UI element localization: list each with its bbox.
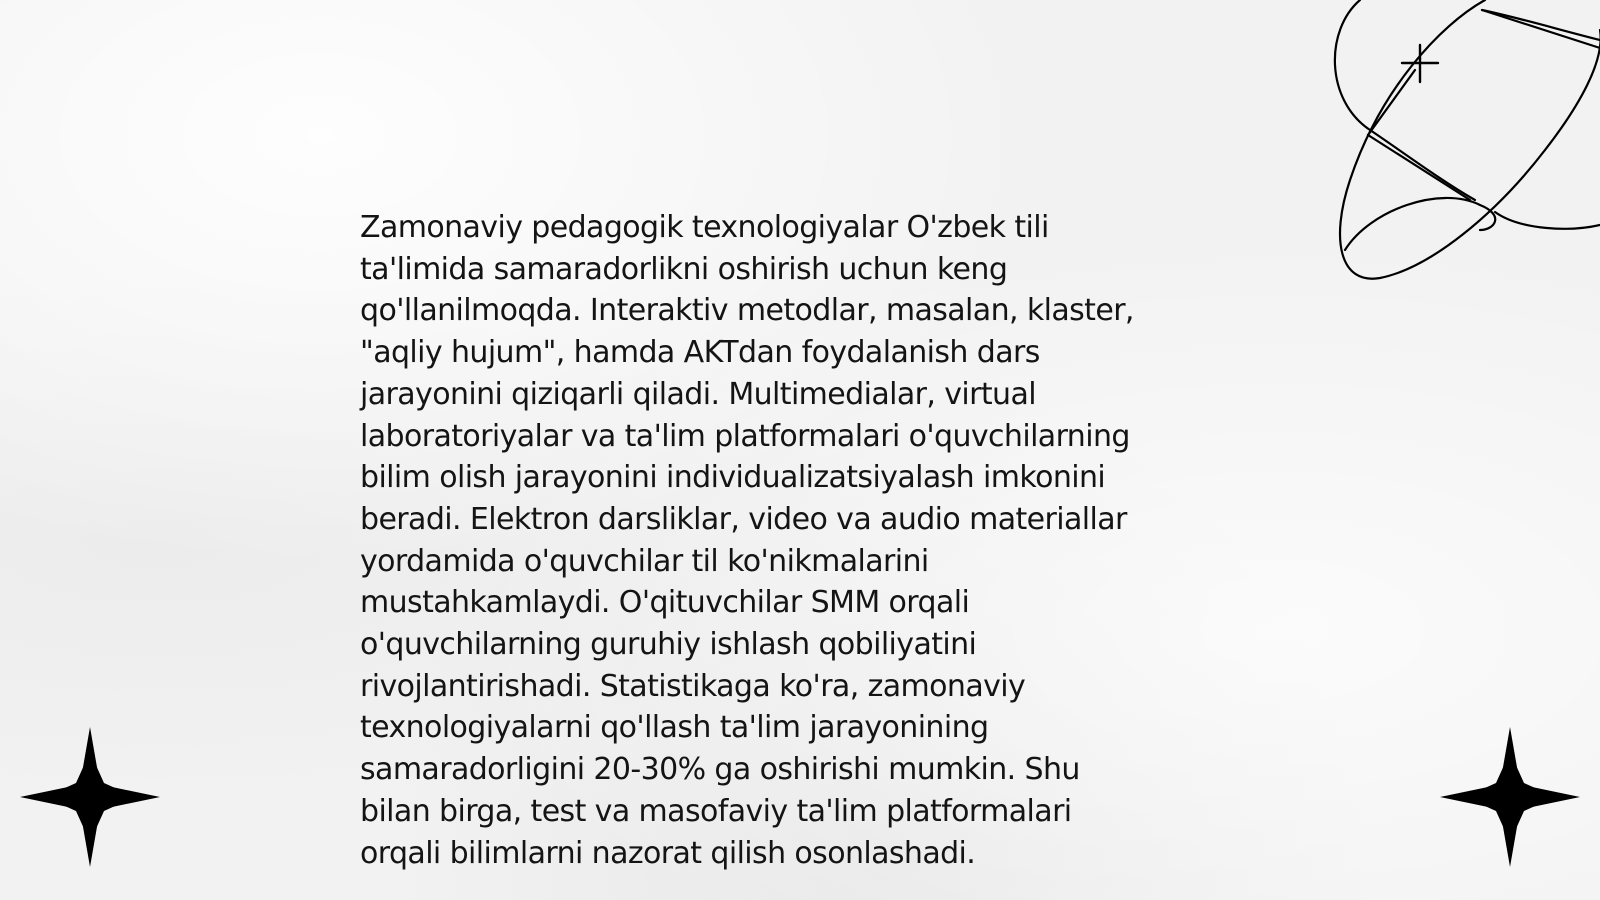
body-paragraph: Zamonaviy pedagogik texnologiyalar O'zbek tili ta'limida samaradorlikni oshirish uchun keng qo'llanilmoqda. Interaktiv metodlar, masalan, klaster, "aqliy hujum", hamda AKTdan foydalanish dars jarayonini qiziqarli qiladi. Multimedialar, virtual laboratoriyalar va ta'lim platformalari o'quvchilarning bilim olish jarayonini individualizatsiyalash imkonini beradi. Elektron darsliklar, video va audio materiallar yordamida o'quvchilar til ko'nikmalarini mustahkamlaydi. O'qituvchilar SMM orqali o'quvchilarning guruhiy ishlash qobiliyatini rivojlantirishadi. Statistikaga ko'ra, zamonaviy texnologiyalarni qo'llash ta'lim jarayonining samaradorligini 20-30% ga oshirishi mumkin. Shu bilan birga, test va masofaviy ta'lim platformalari orqali bilimlarni nazorat qilish osonlashadi. — [360, 210, 1134, 871]
four-point-star-icon — [1440, 727, 1580, 867]
orbit-line-art-icon — [1320, 0, 1600, 290]
four-point-star-icon — [20, 727, 160, 867]
